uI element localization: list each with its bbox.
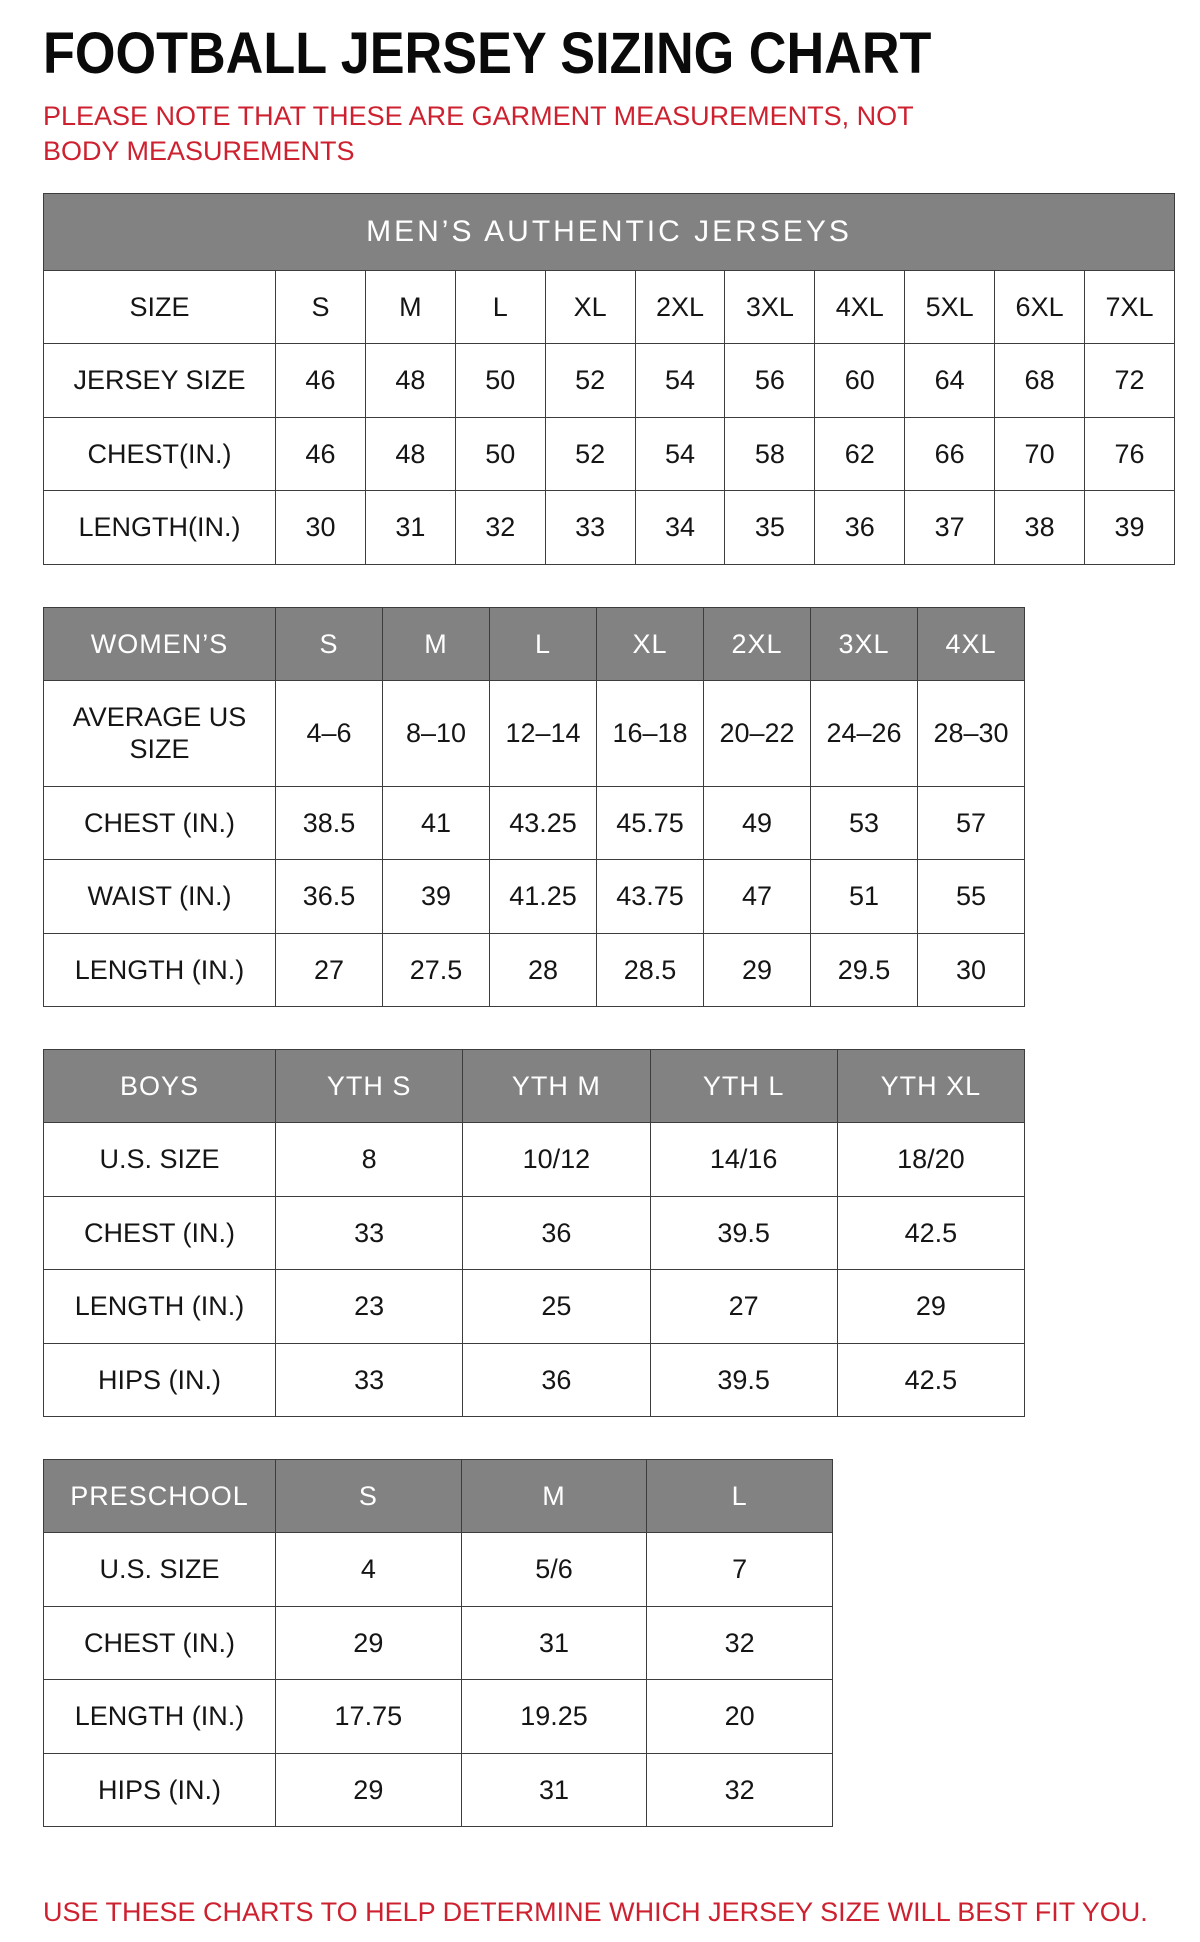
- value-cell: 34: [635, 491, 725, 564]
- column-header-cell: L: [647, 1459, 833, 1532]
- table-header-label: BOYS: [44, 1049, 276, 1122]
- value-cell: 62: [815, 417, 905, 490]
- value-cell: 10/12: [463, 1123, 650, 1196]
- value-cell: 39.5: [650, 1196, 837, 1269]
- column-header-cell: M: [383, 607, 490, 680]
- value-cell: 54: [635, 344, 725, 417]
- value-cell: 60: [815, 344, 905, 417]
- value-cell: 55: [918, 860, 1025, 933]
- value-cell: 39: [383, 860, 490, 933]
- table-row: [44, 1123, 1025, 1196]
- value-cell: 3XL: [725, 271, 815, 344]
- value-cell: 35: [725, 491, 815, 564]
- row-label-cell: LENGTH (IN.): [44, 1680, 276, 1753]
- row-label-cell: U.S. SIZE: [44, 1123, 276, 1196]
- table-row: [44, 786, 1025, 859]
- value-cell: 30: [918, 933, 1025, 1006]
- value-cell: 5XL: [905, 271, 995, 344]
- column-header-cell: S: [276, 607, 383, 680]
- garment-measurements-note: PLEASE NOTE THAT THESE ARE GARMENT MEASUREMENTS, NOT BODY MEASUREMENTS: [43, 100, 914, 166]
- value-cell: 56: [725, 344, 815, 417]
- value-cell: 50: [455, 417, 545, 490]
- value-cell: 58: [725, 417, 815, 490]
- value-cell: 46: [276, 417, 366, 490]
- value-cell: 16–18: [597, 681, 704, 787]
- boys-sizing-table: [43, 1049, 1025, 1417]
- table-row: [44, 344, 1175, 417]
- value-cell: 53: [811, 786, 918, 859]
- value-cell: 17.75: [276, 1680, 462, 1753]
- value-cell: 38: [995, 491, 1085, 564]
- value-cell: 64: [905, 344, 995, 417]
- value-cell: 27.5: [383, 933, 490, 1006]
- value-cell: 20–22: [704, 681, 811, 787]
- value-cell: 54: [635, 417, 725, 490]
- value-cell: 47: [704, 860, 811, 933]
- value-cell: 24–26: [811, 681, 918, 787]
- row-label-cell: SIZE: [44, 271, 276, 344]
- value-cell: 27: [650, 1270, 837, 1343]
- value-cell: XL: [545, 271, 635, 344]
- value-cell: 8: [276, 1123, 463, 1196]
- value-cell: 30: [276, 491, 366, 564]
- column-header-cell: 2XL: [704, 607, 811, 680]
- value-cell: 4XL: [815, 271, 905, 344]
- value-cell: 36: [815, 491, 905, 564]
- value-cell: 72: [1085, 344, 1175, 417]
- value-cell: 57: [918, 786, 1025, 859]
- value-cell: 68: [995, 344, 1085, 417]
- value-cell: 14/16: [650, 1123, 837, 1196]
- column-header-cell: YTH XL: [837, 1049, 1024, 1122]
- value-cell: 36: [463, 1196, 650, 1269]
- table-row: [44, 1196, 1025, 1269]
- value-cell: 39: [1085, 491, 1175, 564]
- column-header-cell: S: [276, 1459, 462, 1532]
- table-row: [44, 1270, 1025, 1343]
- table-row: [44, 933, 1025, 1006]
- value-cell: 46: [276, 344, 366, 417]
- value-cell: S: [276, 271, 366, 344]
- value-cell: 45.75: [597, 786, 704, 859]
- value-cell: 37: [905, 491, 995, 564]
- table-row: [44, 1343, 1025, 1416]
- table-row: [44, 1753, 833, 1826]
- row-label-cell: HIPS (IN.): [44, 1343, 276, 1416]
- value-cell: 18/20: [837, 1123, 1024, 1196]
- value-cell: 42.5: [837, 1196, 1024, 1269]
- value-cell: 29: [276, 1606, 462, 1679]
- page-title: FOOTBALL JERSEY SIZING CHART: [43, 21, 932, 86]
- table-header-label: WOMEN’S: [44, 607, 276, 680]
- row-label-cell: CHEST(IN.): [44, 417, 276, 490]
- value-cell: 8–10: [383, 681, 490, 787]
- row-label-cell: LENGTH (IN.): [44, 1270, 276, 1343]
- value-cell: 33: [276, 1196, 463, 1269]
- value-cell: 2XL: [635, 271, 725, 344]
- value-cell: 48: [365, 417, 455, 490]
- row-label-cell: CHEST (IN.): [44, 1196, 276, 1269]
- value-cell: 70: [995, 417, 1085, 490]
- value-cell: 32: [647, 1606, 833, 1679]
- value-cell: 49: [704, 786, 811, 859]
- value-cell: 66: [905, 417, 995, 490]
- value-cell: 28–30: [918, 681, 1025, 787]
- column-header-cell: 4XL: [918, 607, 1025, 680]
- value-cell: 19.25: [461, 1680, 647, 1753]
- mens-authentic-jerseys-table: [43, 193, 1175, 565]
- value-cell: 33: [545, 491, 635, 564]
- value-cell: 6XL: [995, 271, 1085, 344]
- row-label-cell: U.S. SIZE: [44, 1533, 276, 1606]
- footer-note: USE THESE CHARTS TO HELP DETERMINE WHICH JERSEY SIZE WILL BEST FIT YOU.: [43, 1897, 1148, 1927]
- value-cell: 38.5: [276, 786, 383, 859]
- value-cell: 12–14: [490, 681, 597, 787]
- table-row: [44, 681, 1025, 787]
- value-cell: 36.5: [276, 860, 383, 933]
- value-cell: 50: [455, 344, 545, 417]
- row-label-cell: LENGTH (IN.): [44, 933, 276, 1006]
- column-header-cell: YTH S: [276, 1049, 463, 1122]
- value-cell: 27: [276, 933, 383, 1006]
- value-cell: 23: [276, 1270, 463, 1343]
- value-cell: 28.5: [597, 933, 704, 1006]
- value-cell: 76: [1085, 417, 1175, 490]
- value-cell: M: [365, 271, 455, 344]
- value-cell: 20: [647, 1680, 833, 1753]
- value-cell: 51: [811, 860, 918, 933]
- value-cell: 42.5: [837, 1343, 1024, 1416]
- column-header-cell: YTH L: [650, 1049, 837, 1122]
- value-cell: 7XL: [1085, 271, 1175, 344]
- table-row: [44, 271, 1175, 344]
- value-cell: 41.25: [490, 860, 597, 933]
- table-row: [44, 1680, 833, 1753]
- value-cell: 29: [276, 1753, 462, 1826]
- value-cell: 29: [837, 1270, 1024, 1343]
- value-cell: 7: [647, 1533, 833, 1606]
- value-cell: 41: [383, 786, 490, 859]
- row-label-cell: HIPS (IN.): [44, 1753, 276, 1826]
- row-label-cell: CHEST (IN.): [44, 786, 276, 859]
- value-cell: 52: [545, 344, 635, 417]
- row-label-cell: LENGTH(IN.): [44, 491, 276, 564]
- column-header-cell: M: [461, 1459, 647, 1532]
- value-cell: 29.5: [811, 933, 918, 1006]
- value-cell: 33: [276, 1343, 463, 1416]
- womens-sizing-table: [43, 607, 1025, 1007]
- value-cell: 29: [704, 933, 811, 1006]
- value-cell: 36: [463, 1343, 650, 1416]
- table-header-label: PRESCHOOL: [44, 1459, 276, 1532]
- value-cell: 31: [461, 1753, 647, 1826]
- value-cell: 25: [463, 1270, 650, 1343]
- table-row: [44, 417, 1175, 490]
- row-label-cell: CHEST (IN.): [44, 1606, 276, 1679]
- column-header-cell: YTH M: [463, 1049, 650, 1122]
- preschool-sizing-table: [43, 1459, 833, 1827]
- value-cell: 32: [647, 1753, 833, 1826]
- row-label-cell: AVERAGE US SIZE: [44, 681, 276, 787]
- table-row: [44, 1606, 833, 1679]
- value-cell: 28: [490, 933, 597, 1006]
- table-row: [44, 860, 1025, 933]
- value-cell: 4: [276, 1533, 462, 1606]
- value-cell: 4–6: [276, 681, 383, 787]
- value-cell: 43.75: [597, 860, 704, 933]
- value-cell: 52: [545, 417, 635, 490]
- column-header-cell: 3XL: [811, 607, 918, 680]
- column-header-cell: L: [490, 607, 597, 680]
- value-cell: 32: [455, 491, 545, 564]
- table-row: [44, 491, 1175, 564]
- table-caption: MEN’S AUTHENTIC JERSEYS: [44, 194, 1175, 271]
- value-cell: L: [455, 271, 545, 344]
- row-label-cell: JERSEY SIZE: [44, 344, 276, 417]
- row-label-cell: WAIST (IN.): [44, 860, 276, 933]
- value-cell: 5/6: [461, 1533, 647, 1606]
- column-header-cell: XL: [597, 607, 704, 680]
- value-cell: 31: [461, 1606, 647, 1679]
- value-cell: 43.25: [490, 786, 597, 859]
- value-cell: 48: [365, 344, 455, 417]
- value-cell: 31: [365, 491, 455, 564]
- value-cell: 39.5: [650, 1343, 837, 1416]
- table-row: [44, 1533, 833, 1606]
